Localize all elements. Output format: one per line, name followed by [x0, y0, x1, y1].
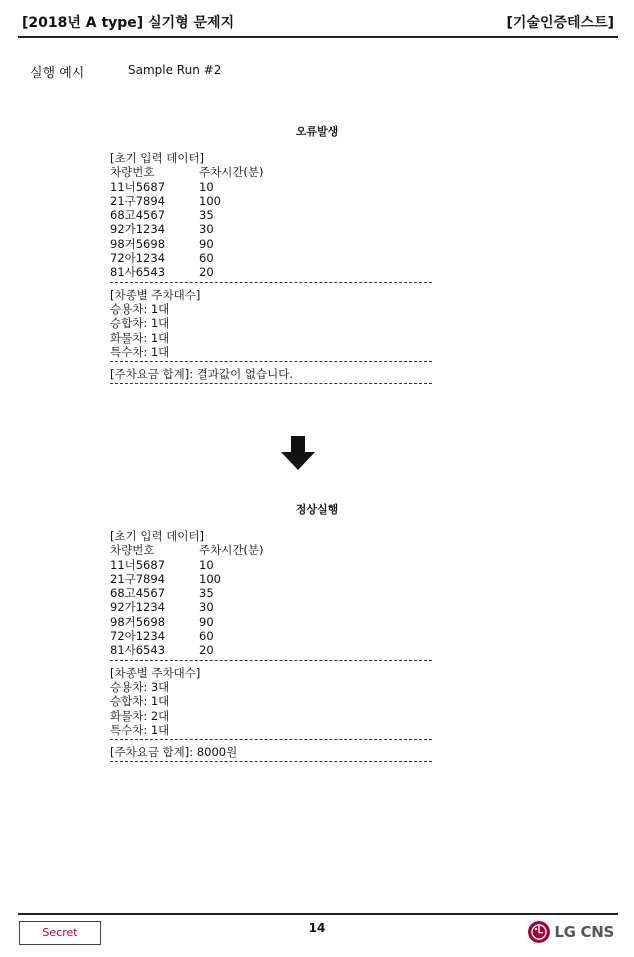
- count-item: 승용차: 3대: [110, 679, 170, 694]
- footer-divider: [18, 913, 618, 915]
- header-divider: [18, 36, 618, 38]
- table-row: 92가1234 30: [110, 222, 214, 237]
- table-row: 72아1234 60: [110, 629, 214, 644]
- total-line: [주차요금 합계]: 결과값이 없습니다.: [110, 367, 293, 382]
- logo-text: LG CNS: [554, 923, 614, 941]
- table-row: 21구7894 100: [110, 571, 221, 586]
- count-item: 화물차: 2대: [110, 708, 170, 723]
- error-section-title: 오류발생: [295, 125, 339, 138]
- dashed-divider: [110, 361, 432, 362]
- dashed-divider: [110, 383, 432, 384]
- normal-section-title: 정상실행: [295, 503, 339, 516]
- table-row: 72아1234 60: [110, 251, 214, 266]
- dashed-divider: [110, 660, 432, 661]
- count-header: [차종별 주차대수]: [110, 665, 201, 680]
- count-item: 화물차: 1대: [110, 330, 170, 345]
- sample-run-label: Sample Run #2: [128, 63, 222, 77]
- count-item: 승합차: 1대: [110, 694, 170, 709]
- dashed-divider: [110, 761, 432, 762]
- count-item: 승합차: 1대: [110, 316, 170, 331]
- table-row: 11너5687 10: [110, 557, 214, 572]
- table-row: 81사6543 20: [110, 643, 214, 658]
- down-arrow-icon: [281, 436, 315, 470]
- lg-face-icon: [528, 921, 550, 943]
- page-number: 14: [308, 921, 326, 935]
- col-time: 주차시간(분): [199, 543, 264, 558]
- col-car: 차량번호: [110, 165, 155, 180]
- dashed-divider: [110, 282, 432, 283]
- count-item: 특수차: 1대: [110, 722, 170, 737]
- count-header: [차종별 주차대수]: [110, 287, 201, 302]
- input-header: [초기 입력 데이터]: [110, 151, 205, 165]
- col-time: 주차시간(분): [199, 165, 264, 180]
- exec-example-label: 실행 예시: [30, 66, 85, 81]
- error-output-block: [110, 151, 432, 389]
- dashed-divider: [110, 739, 432, 740]
- secret-label: Secret: [19, 921, 101, 945]
- total-line: [주차요금 합계]: 8000원: [110, 745, 238, 760]
- normal-output-block: [110, 529, 432, 767]
- column-header-row: [110, 165, 432, 179]
- table-row: 21구7894 100: [110, 193, 221, 208]
- document-tag: [기술인증테스트]: [506, 15, 614, 31]
- table-row: 11너5687 10: [110, 179, 214, 194]
- table-row: 68고4567 35: [110, 586, 214, 601]
- input-header: [초기 입력 데이터]: [110, 529, 205, 543]
- column-header-row: [110, 543, 432, 557]
- count-item: 특수차: 1대: [110, 344, 170, 359]
- table-row: 68고4567 35: [110, 208, 214, 223]
- table-row: 98거5698 90: [110, 236, 214, 251]
- lg-cns-logo: [528, 920, 614, 944]
- document-title: [2018년 A type] 실기형 문제지: [22, 15, 235, 31]
- table-row: 98거5698 90: [110, 614, 214, 629]
- table-row: 81사6543 20: [110, 265, 214, 280]
- table-row: 92가1234 30: [110, 600, 214, 615]
- col-car: 차량번호: [110, 543, 155, 558]
- count-item: 승용차: 1대: [110, 301, 170, 316]
